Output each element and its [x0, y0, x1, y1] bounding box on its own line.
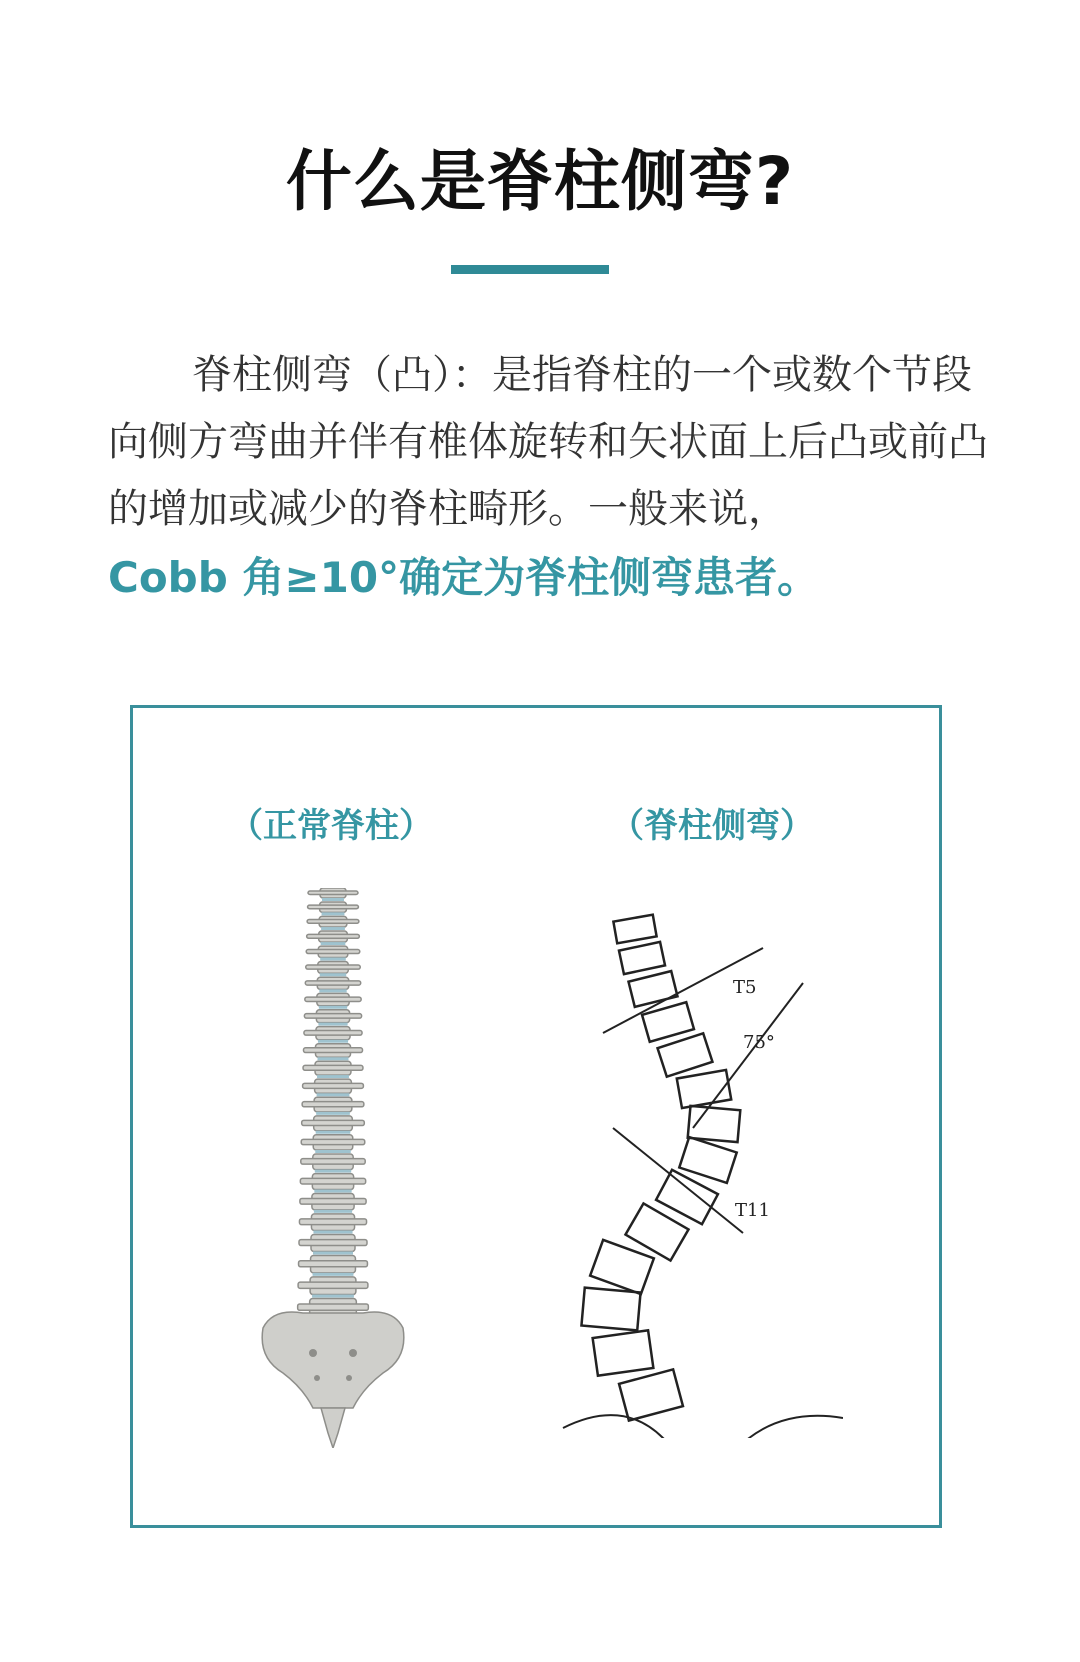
vertebra-process — [298, 1282, 368, 1288]
vertebra-process — [308, 891, 358, 895]
intervertebral-disc — [320, 958, 346, 961]
vertebra-process — [303, 1065, 363, 1070]
intervertebral-disc — [318, 1023, 347, 1026]
scoliosis-cobb-diagram — [543, 898, 843, 1438]
intervertebral-disc — [318, 1057, 349, 1060]
t5-annotation: T5 — [733, 977, 757, 998]
intervertebral-disc — [315, 1170, 351, 1173]
vertebra-process — [306, 950, 360, 954]
intervertebral-disc — [321, 942, 346, 945]
intervertebral-disc — [313, 1231, 352, 1234]
vertebra-process — [301, 1139, 365, 1144]
vertebra-process — [299, 1219, 366, 1225]
cobb-angle-highlight: Cobb 角≥10°确定为脊柱侧弯患者。 — [108, 553, 820, 602]
intervertebral-disc — [319, 989, 346, 992]
vertebra-process — [298, 1304, 369, 1310]
vertebra-process — [300, 1178, 365, 1184]
normal-spine-label: （正常脊柱） — [229, 806, 433, 846]
definition-text: 脊柱侧弯（凸）：是指脊柱的一个或数个节段向侧方弯曲并伴有椎体旋转和矢状面上后凸或前凸的增加或减少的脊柱畸形。一般来说， — [108, 352, 988, 532]
intervertebral-disc — [313, 1273, 354, 1276]
vertebra-process — [302, 1120, 365, 1125]
vertebra-process — [304, 1014, 361, 1018]
vertebra-process — [307, 920, 359, 924]
intervertebral-disc — [317, 1075, 349, 1078]
vertebra-process — [300, 1198, 366, 1204]
vertebra-process — [304, 1031, 362, 1036]
intervertebral-disc — [319, 1006, 347, 1009]
scoliosis-label: （脊柱侧弯） — [610, 806, 814, 846]
spine-comparison-figure — [130, 705, 942, 1528]
vertebra-process — [308, 905, 359, 909]
normal-spine-illustration — [243, 888, 423, 1448]
intervertebral-disc — [322, 912, 345, 915]
intervertebral-disc — [316, 1112, 350, 1115]
vertebra-process — [305, 981, 360, 985]
title-underline — [451, 265, 609, 274]
t11-annotation: T11 — [735, 1200, 770, 1221]
intervertebral-disc — [314, 1210, 352, 1213]
vertebra-process — [303, 1083, 364, 1088]
intervertebral-disc — [317, 1093, 350, 1096]
vertebra-process — [299, 1240, 367, 1246]
intervertebral-disc — [315, 1150, 351, 1153]
intervertebral-disc — [312, 1295, 354, 1298]
intervertebral-disc — [314, 1190, 351, 1193]
intervertebral-disc — [318, 1040, 348, 1043]
vertebra-process — [301, 1159, 365, 1164]
intervertebral-disc — [313, 1252, 353, 1255]
vertebra-process — [299, 1261, 368, 1267]
vertebra-process — [302, 1102, 364, 1107]
page-title: 什么是脊柱侧弯? — [285, 143, 795, 220]
vertebra-process — [307, 934, 360, 938]
vertebra-process — [306, 965, 361, 969]
intervertebral-disc — [316, 1131, 351, 1134]
definition-paragraph — [108, 342, 988, 543]
intervertebral-disc — [322, 898, 344, 901]
vertebra-process — [305, 997, 361, 1001]
angle-annotation: 75° — [743, 1032, 775, 1053]
vertebra-process — [304, 1048, 363, 1053]
intervertebral-disc — [320, 973, 347, 976]
intervertebral-disc — [321, 927, 345, 930]
